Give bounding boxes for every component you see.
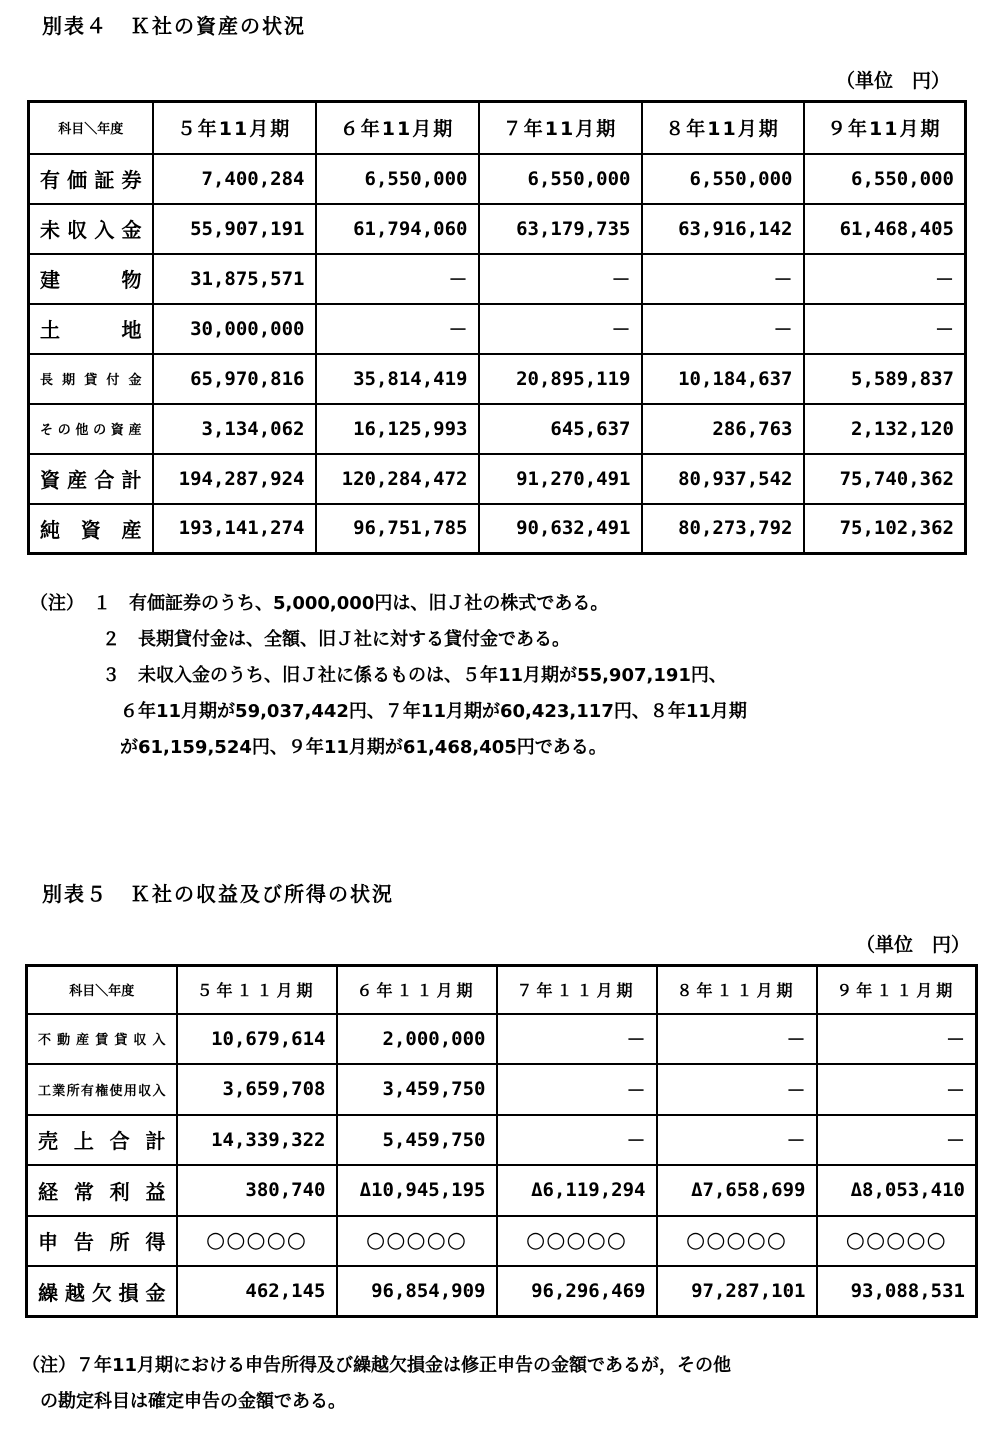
table-cell: 75,740,362 [804, 454, 966, 504]
row-label: 未収入金 [29, 204, 153, 254]
table-row [29, 304, 966, 354]
table4-title: 別表４ Ｋ社の資産の状況 [42, 14, 306, 38]
note-line: （注） １ 有価証券のうち、5,000,000円は、旧Ｊ社の株式である。 [30, 593, 609, 614]
table-cell: 6,550,000 [479, 154, 642, 204]
table-header-row [29, 102, 966, 154]
row-label: 資産合計 [29, 454, 153, 504]
table-cell: 20,895,119 [479, 354, 642, 404]
row-label: 繰越欠損金 [27, 1266, 177, 1317]
row-label: 経常利益 [27, 1165, 177, 1216]
row-label: 有価証券 [29, 154, 153, 204]
table-cell: 65,970,816 [153, 354, 316, 404]
table-row [27, 1216, 977, 1267]
table-row [27, 1165, 977, 1216]
table-cell: 193,141,274 [153, 504, 316, 554]
table-cell: 30,000,000 [153, 304, 316, 354]
table-row [29, 454, 966, 504]
row-label: 建物 [29, 254, 153, 304]
table-cell: － [642, 304, 804, 354]
table4-notes [30, 586, 747, 766]
table-cell: 462,145 [177, 1266, 337, 1317]
table-cell: 6,550,000 [316, 154, 479, 204]
table-row [27, 1115, 977, 1166]
column-header: ６年１１月期 [337, 966, 497, 1014]
table-row [29, 154, 966, 204]
table-cell: 55,907,191 [153, 204, 316, 254]
row-label: 申告所得 [27, 1216, 177, 1267]
table-cell: － [817, 1014, 977, 1065]
table-header-row [27, 966, 977, 1014]
table-cell: 5,589,837 [804, 354, 966, 404]
table-cell: 96,854,909 [337, 1266, 497, 1317]
table-cell: ○○○○○ [817, 1216, 977, 1267]
row-label: 不動産賃貸収入 [27, 1014, 177, 1065]
table-cell: Δ10,945,195 [337, 1165, 497, 1216]
table-cell: － [497, 1115, 657, 1166]
row-label: 長期貸付金 [29, 354, 153, 404]
table4-unit: （単位 円） [836, 70, 951, 92]
table-cell: － [497, 1064, 657, 1115]
column-header: ９年11月期 [804, 102, 966, 154]
table-cell: 5,459,750 [337, 1115, 497, 1166]
row-label: 純資産 [29, 504, 153, 554]
table-cell: ○○○○○ [337, 1216, 497, 1267]
column-header: ６年11月期 [316, 102, 479, 154]
table-cell: 63,179,735 [479, 204, 642, 254]
income-table [25, 964, 978, 1318]
table-cell: 2,000,000 [337, 1014, 497, 1065]
table-cell: 80,937,542 [642, 454, 804, 504]
column-header: ９年１１月期 [817, 966, 977, 1014]
table-cell: 10,679,614 [177, 1014, 337, 1065]
row-label: その他の資産 [29, 404, 153, 454]
table-cell: 3,134,062 [153, 404, 316, 454]
table-cell: － [657, 1064, 817, 1115]
table-cell: － [657, 1115, 817, 1166]
table-cell: 75,102,362 [804, 504, 966, 554]
table-cell: － [817, 1115, 977, 1166]
table-cell: 14,339,322 [177, 1115, 337, 1166]
table-cell: － [642, 254, 804, 304]
table-cell: 120,284,472 [316, 454, 479, 504]
table-row [29, 354, 966, 404]
table-cell: 10,184,637 [642, 354, 804, 404]
table5-notes [22, 1348, 731, 1420]
note-line: の勘定科目は確定申告の金額である。 [22, 1391, 346, 1412]
table-cell: 61,794,060 [316, 204, 479, 254]
table-cell: 63,916,142 [642, 204, 804, 254]
row-label: 売上合計 [27, 1115, 177, 1166]
table-cell: 2,132,120 [804, 404, 966, 454]
table-cell: － [657, 1014, 817, 1065]
note-line: ３ 未収入金のうち、旧Ｊ社に係るものは、５年11月期が55,907,191円、 [30, 665, 727, 686]
table-cell: 90,632,491 [479, 504, 642, 554]
table-cell: 96,751,785 [316, 504, 479, 554]
table-cell: 61,468,405 [804, 204, 966, 254]
row-label: 土地 [29, 304, 153, 354]
table-cell: ○○○○○ [177, 1216, 337, 1267]
table-cell: 93,088,531 [817, 1266, 977, 1317]
table-cell: 286,763 [642, 404, 804, 454]
table5-unit: （単位 円） [856, 934, 971, 956]
table-cell: 6,550,000 [642, 154, 804, 204]
table-cell: 16,125,993 [316, 404, 479, 454]
table-cell: 35,814,419 [316, 354, 479, 404]
table-cell: 7,400,284 [153, 154, 316, 204]
table-cell: 380,740 [177, 1165, 337, 1216]
note-line: ２ 長期貸付金は、全額、旧Ｊ社に対する貸付金である。 [30, 629, 570, 650]
table-cell: 194,287,924 [153, 454, 316, 504]
table-row [29, 504, 966, 554]
table5-title: 別表５ Ｋ社の収益及び所得の状況 [42, 882, 394, 906]
row-label: 工業所有権使用収入 [27, 1064, 177, 1115]
assets-table [27, 100, 967, 555]
table-cell: 97,287,101 [657, 1266, 817, 1317]
table-row [27, 1014, 977, 1065]
table-cell: ○○○○○ [497, 1216, 657, 1267]
table-cell: 96,296,469 [497, 1266, 657, 1317]
table-cell: 31,875,571 [153, 254, 316, 304]
column-header: ８年１１月期 [657, 966, 817, 1014]
table-cell: 80,273,792 [642, 504, 804, 554]
table-cell: Δ8,053,410 [817, 1165, 977, 1216]
corner-header: 科目＼年度 [27, 966, 177, 1014]
table-cell: － [479, 254, 642, 304]
table-cell: － [804, 304, 966, 354]
column-header: ７年11月期 [479, 102, 642, 154]
table-cell: 3,659,708 [177, 1064, 337, 1115]
table-row [29, 204, 966, 254]
table-cell: Δ7,658,699 [657, 1165, 817, 1216]
note-line: （注）７年11月期における申告所得及び繰越欠損金は修正申告の金額であるが，その他 [22, 1355, 732, 1376]
table-cell: － [316, 254, 479, 304]
table-cell: － [817, 1064, 977, 1115]
table-cell: Δ6,119,294 [497, 1165, 657, 1216]
table-row [27, 1064, 977, 1115]
table-cell: － [804, 254, 966, 304]
table-row [29, 254, 966, 304]
column-header: ７年１１月期 [497, 966, 657, 1014]
column-header: ８年11月期 [642, 102, 804, 154]
table-cell: ○○○○○ [657, 1216, 817, 1267]
note-line: が61,159,524円、９年11月期が61,468,405円である。 [30, 737, 607, 758]
table-row [29, 404, 966, 454]
table-cell: 3,459,750 [337, 1064, 497, 1115]
table-cell: － [316, 304, 479, 354]
table-cell: 645,637 [479, 404, 642, 454]
note-line: ６年11月期が59,037,442円、７年11月期が60,423,117円、８年11月期 [30, 701, 747, 722]
table-row [27, 1266, 977, 1317]
table-cell: － [497, 1014, 657, 1065]
column-header: ５年１１月期 [177, 966, 337, 1014]
corner-header: 科目＼年度 [29, 102, 153, 154]
table-cell: － [479, 304, 642, 354]
table-cell: 91,270,491 [479, 454, 642, 504]
table-cell: 6,550,000 [804, 154, 966, 204]
column-header: ５年11月期 [153, 102, 316, 154]
